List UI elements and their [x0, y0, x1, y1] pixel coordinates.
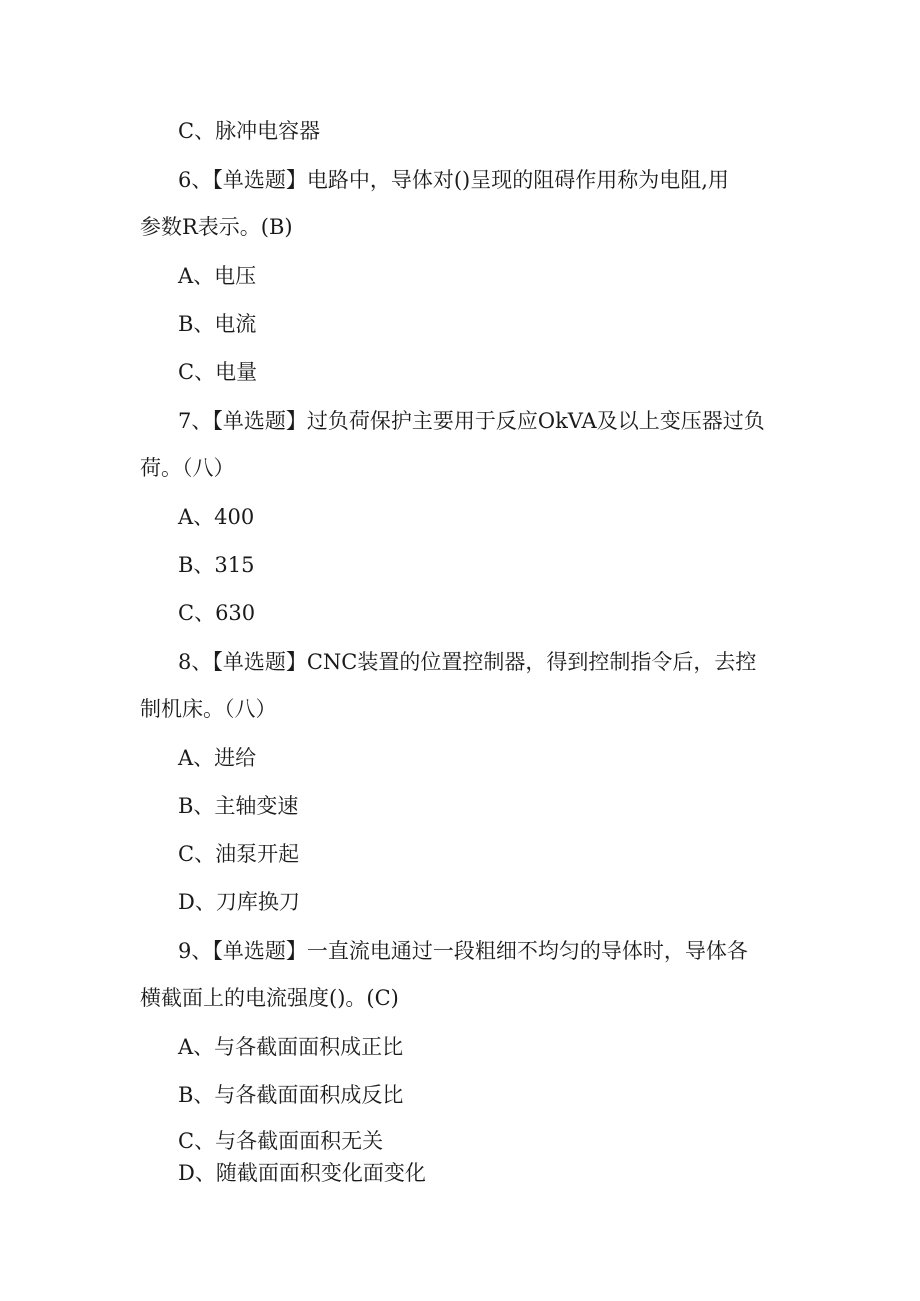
question-6: 6、【单选题】电路中，导体对()呈现的阻碍作用称为电阻,用 [178, 168, 729, 192]
option-5c: C、脉冲电容器 [178, 119, 321, 143]
question-9-cont: 横截面上的电流强度()。(C) [140, 986, 399, 1010]
option-6a: A、电压 [178, 264, 257, 288]
option-8a: A、进给 [178, 746, 257, 770]
question-6-cont: 参数R表示。(B) [140, 215, 293, 239]
option-9c: C、与各截面面积无关 [178, 1129, 384, 1153]
option-7a: A、400 [178, 505, 255, 529]
question-8-cont: 制机床。（八） [140, 697, 277, 721]
option-9d: D、随截面面积变化面变化 [178, 1161, 426, 1185]
question-9: 9、【单选题】一直流电通过一段粗细不均匀的导体时，导体各 [178, 939, 748, 963]
question-7: 7、【单选题】过负荷保护主要用于反应OkVA及以上变压器过负 [178, 409, 765, 433]
option-6c: C、电量 [178, 360, 258, 384]
question-8: 8、【单选题】CNC装置的位置控制器，得到控制指令后，去控 [178, 650, 757, 674]
option-9b: B、与各截面面积成反比 [178, 1083, 404, 1107]
option-6b: B、电流 [178, 312, 257, 336]
option-7b: B、315 [178, 553, 255, 577]
option-7c: C、630 [178, 601, 256, 625]
option-8b: B、主轴变速 [178, 794, 299, 818]
option-8d: D、刀库换刀 [178, 890, 300, 914]
question-7-cont: 荷。（八） [140, 456, 235, 480]
option-8c: C、油泵开起 [178, 842, 300, 866]
option-9a: A、与各截面面积成正比 [178, 1035, 404, 1059]
